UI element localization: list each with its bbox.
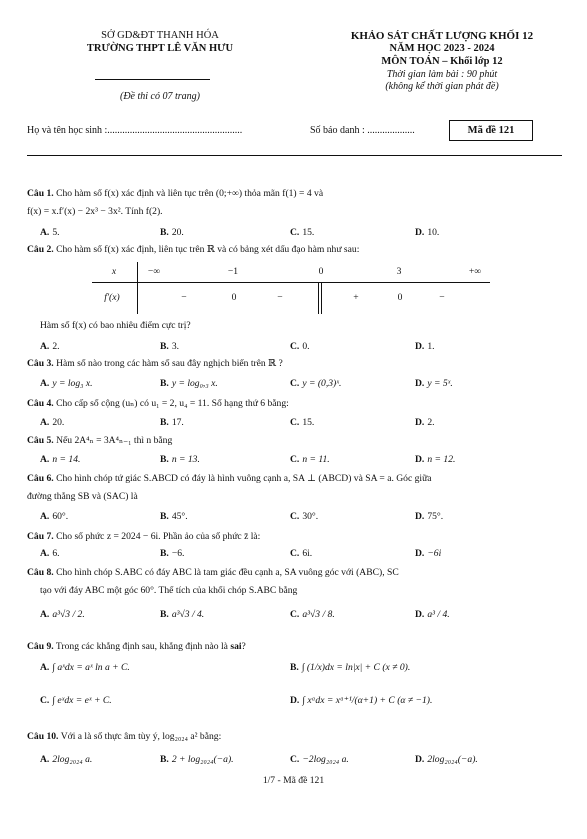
table-x-value: 0 xyxy=(318,266,324,277)
option-d: D. y = 5ˣ. xyxy=(415,378,453,389)
exam-title: KHẢO SÁT CHẤT LƯỢNG KHỐI 12 xyxy=(350,30,534,42)
table-x-label: x xyxy=(111,266,117,277)
question-4-options xyxy=(40,417,560,430)
option-b: B. a³√3 / 4. xyxy=(160,609,205,620)
option-d: D. a³ / 4. xyxy=(415,609,450,620)
question-10-options xyxy=(40,754,560,767)
question-9-options-row1 xyxy=(40,662,560,675)
question-7-options xyxy=(40,548,560,561)
question-text: Cho số phức z = 2024 − 6i. Phần ảo của số phức z̄ là: xyxy=(56,531,261,542)
option-c: C. −2log₂₀₂₄ a. xyxy=(290,754,349,765)
option-b: B. n = 13. xyxy=(160,454,200,465)
question-number: Câu 10. xyxy=(27,731,59,742)
option-a: A. 6. xyxy=(40,548,60,559)
question-number: Câu 8. xyxy=(27,567,54,578)
page-footer: 1/7 - Mã đề 121 xyxy=(262,775,325,786)
option-c: C. 0. xyxy=(290,341,310,352)
question-number: Câu 1. xyxy=(27,188,54,199)
question-text: Trong các khẳng định sau, khẳng định nào là xyxy=(55,641,228,652)
pages-note: (Đề thi có 07 trang) xyxy=(120,91,200,102)
question-1-line2: f(x) = x.f′(x) − 2x³ − 3x². Tính f(2). xyxy=(27,206,163,217)
subject: MÔN TOÁN – Khối lớp 12 xyxy=(381,56,503,67)
option-c: C. 30°. xyxy=(290,511,319,522)
option-d: D. 2log₂₀₂₄(−a). xyxy=(415,754,478,765)
option-b: B. ∫ (1/x)dx = ln|x| + C (x ≠ 0). xyxy=(290,662,411,673)
time-limit: Thời gian làm bài : 90 phút xyxy=(386,69,498,80)
option-a: A. 20. xyxy=(40,417,65,428)
option-d: D. 2. xyxy=(415,417,435,428)
table-x-value: +∞ xyxy=(468,266,482,277)
option-c: C. 15. xyxy=(290,417,315,428)
option-a: A. 2log₂₀₂₄ a. xyxy=(40,754,93,765)
question-number: Câu 5. xyxy=(27,435,54,446)
school-year: NĂM HỌC 2023 - 2024 xyxy=(389,43,495,54)
table-x-value: −∞ xyxy=(147,266,161,277)
option-b: B. 2 + log₂₀₂₄(−a). xyxy=(160,754,234,765)
option-a: A. a³√3 / 2. xyxy=(40,609,85,620)
option-d: D. 75°. xyxy=(415,511,444,522)
question-2 xyxy=(27,244,562,256)
question-10 xyxy=(27,731,562,743)
table-sign: 0 xyxy=(231,292,237,303)
option-b: B. y = log₀,₃ x. xyxy=(160,378,218,389)
table-sign: − xyxy=(277,292,283,303)
option-b: B. 17. xyxy=(160,417,184,428)
question-3-options xyxy=(40,378,560,391)
table-x-value: −1 xyxy=(227,266,239,277)
question-number: Câu 4. xyxy=(27,398,54,409)
option-c: C. a³√3 / 8. xyxy=(290,609,335,620)
option-a: A. ∫ aˣdx = aˣ ln a + C. xyxy=(40,662,130,673)
header-underline xyxy=(95,79,210,80)
question-text: Cho hàm số f(x) xác định và liên tục trên (0;+∞) thỏa mãn f(1) = 4 và xyxy=(56,188,324,199)
option-a: A. 60°. xyxy=(40,511,69,522)
school-name: TRƯỜNG THPT LÊ VĂN HƯU xyxy=(86,43,234,54)
option-c: C. ∫ eˣdx = eˣ + C. xyxy=(40,695,112,706)
option-b: B. 3. xyxy=(160,341,180,352)
option-b: B. 45°. xyxy=(160,511,188,522)
exam-code-box: Mã đề 121 xyxy=(449,120,533,141)
student-name-label: Họ và tên học sinh :...................................................... xyxy=(27,125,243,136)
question-text: Cho hình chóp tứ giác S.ABCD có đáy là hình vuông cạnh a, SA ⊥ (ABCD) và SA = a. Góc giữa xyxy=(56,473,432,484)
question-4 xyxy=(27,398,562,410)
option-d: D. −6i xyxy=(415,548,442,559)
question-2-line2: Hàm số f(x) có bao nhiêu điểm cực trị? xyxy=(40,320,191,331)
question-8-options xyxy=(40,609,560,622)
question-number: Câu 7. xyxy=(27,531,54,542)
student-id-label: Số báo danh : ................... xyxy=(310,125,415,136)
header-divider xyxy=(27,155,562,156)
time-note: (không kể thời gian phát đề) xyxy=(385,81,499,92)
question-6-line2: đường thẳng SB và (SAC) là xyxy=(27,491,138,502)
table-sign: 0 xyxy=(397,292,403,303)
question-8-line2: tạo với đáy ABC một góc 60°. Thể tích của khối chóp S.ABC bằng xyxy=(40,585,298,596)
question-3 xyxy=(27,358,562,370)
option-c: C. 6i. xyxy=(290,548,313,559)
question-number: Câu 9. xyxy=(27,641,54,652)
question-text: Nếu 2A⁴ₙ = 3A⁴ₙ₋₁ thì n bằng xyxy=(56,435,173,446)
question-5 xyxy=(27,435,562,447)
question-text: Hàm số nào trong các hàm số sau đây nghịch biến trên ℝ ? xyxy=(56,358,283,369)
question-emphasis: sai xyxy=(230,641,242,652)
question-number: Câu 2. xyxy=(27,244,54,255)
option-a: A. y = log₃ x. xyxy=(40,378,93,389)
question-6-options xyxy=(40,511,560,524)
option-a: A. 5. xyxy=(40,227,60,238)
question-7 xyxy=(27,531,562,543)
sign-table xyxy=(92,262,490,314)
question-number: Câu 3. xyxy=(27,358,54,369)
question-9-options-row2 xyxy=(40,695,560,708)
table-x-value: 3 xyxy=(396,266,402,277)
option-c: C. 15. xyxy=(290,227,315,238)
department-name: SỞ GD&ĐT THANH HÓA xyxy=(101,30,219,41)
option-d: D. 10. xyxy=(415,227,440,238)
question-number: Câu 6. xyxy=(27,473,54,484)
table-sign: + xyxy=(353,292,359,303)
option-a: A. n = 14. xyxy=(40,454,81,465)
question-8 xyxy=(27,567,562,579)
question-5-options xyxy=(40,454,560,467)
option-b: B. 20. xyxy=(160,227,184,238)
question-2-options xyxy=(40,341,560,354)
question-1-options xyxy=(40,227,560,240)
question-text: Cho cấp số cộng (uₙ) có u₁ = 2, u₄ = 11. Số hạng thứ 6 bằng: xyxy=(56,398,289,409)
table-fprime-label: f′(x) xyxy=(104,292,120,303)
option-a: A. 2. xyxy=(40,341,60,352)
option-b: B. −6. xyxy=(160,548,185,559)
question-9: Câu 9. Trong các khẳng định sau, khẳng định nào là sai? xyxy=(27,641,246,652)
option-d: D. ∫ xᵅdx = xᵅ⁺¹/(α+1) + C (α ≠ −1). xyxy=(290,695,433,706)
question-text: Cho hình chóp S.ABC có đáy ABC là tam giác đều cạnh a, SA vuông góc với (ABC), SC xyxy=(56,567,399,578)
table-sign: − xyxy=(181,292,187,303)
option-c: C. n = 11. xyxy=(290,454,330,465)
question-text: Cho hàm số f(x) xác định, liên tục trên ℝ và có bảng xét dấu đạo hàm như sau: xyxy=(56,244,360,255)
question-text: Với a là số thực âm tùy ý, log₂₀₂₄ a² bằng: xyxy=(60,731,222,742)
option-c: C. y = (0,3)ˣ. xyxy=(290,378,342,389)
table-sign: − xyxy=(439,292,445,303)
option-d: D. 1. xyxy=(415,341,435,352)
question-6 xyxy=(27,473,562,485)
question-1 xyxy=(27,188,562,200)
option-d: D. n = 12. xyxy=(415,454,456,465)
